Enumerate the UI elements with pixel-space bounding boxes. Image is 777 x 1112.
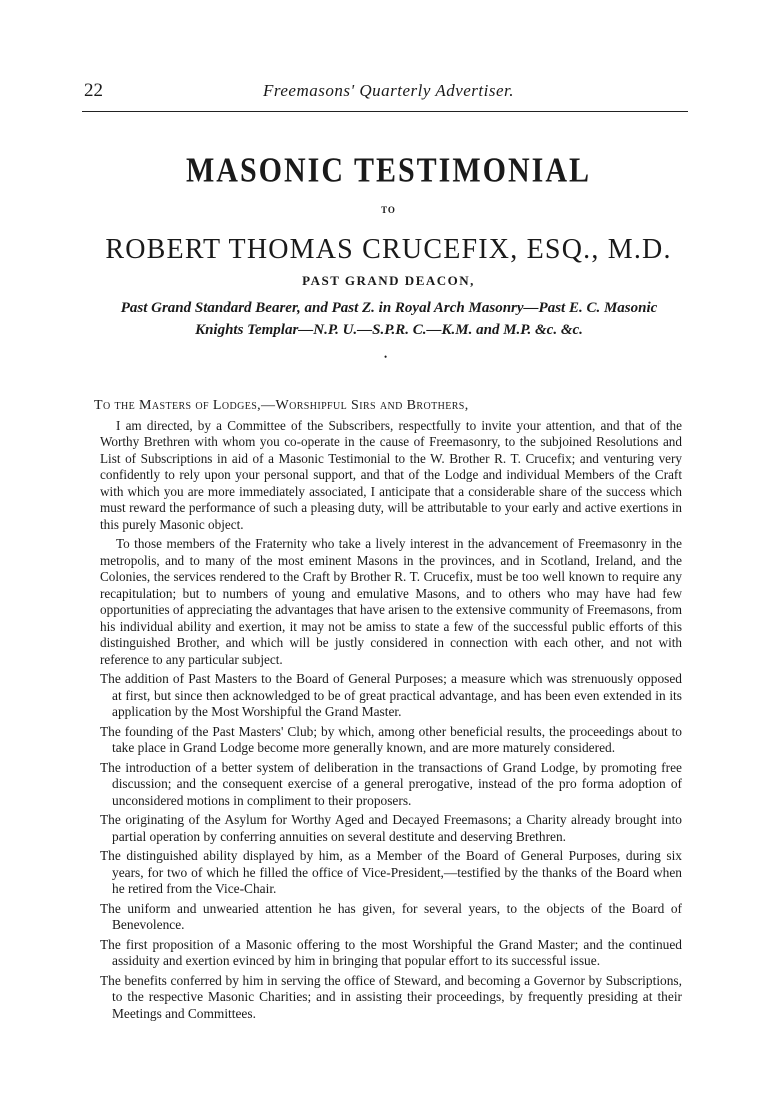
salutation: To the Masters of Lodges,—Worshipful Sirs and Brothers, [94, 398, 469, 413]
list-item: The addition of Past Masters to the Board of General Purposes; a measure which was strenuously opposed at first, but since then acknowledged to be of great practical advantage, and has been even extended in its application by the Most Worshipful the Grand Master. [100, 671, 682, 719]
recipient-rank: PAST GRAND DEACON, [302, 273, 475, 288]
list-item: The benefits conferred by him in serving the office of Steward, and becoming a Governor by Subscriptions, to the respective Masonic Charities; and in assisting their proceedings, by frequently presiding at their Meetings and Committees. [100, 972, 682, 1021]
page-number: 22 [84, 80, 103, 101]
honours-line-2: Knights Templar—N.P. U.—S.P.R. C.—K.M. and M.P. &c. &c. [195, 322, 583, 338]
paragraph: To those members of the Fraternity who take a lively interest in the advancement of Freemasonry in the metropolis, and to many of the most eminent Masons in the provinces, and in Scotland, Ireland, and the Colonies, the services rendered to the Craft by Brother R. T. Crucefix, must be too well known to require any recapitulation; but to numbers of young and emulative Masons, and to others who may have had few opportunities of appreciating the advantages that have arisen to the extensive community of Freemasons, from his individual ability and exertion, it may not be amiss to state a few of the successful public efforts of this distinguished Brother, and which will be justly considered in connection with each other, and not with reference to any particular subject. [100, 536, 682, 667]
ornament-mark: • [384, 352, 388, 362]
journal-title: Freemasons' Quarterly Advertiser. [262, 81, 515, 100]
recipient-name: ROBERT THOMAS CRUCEFIX, ESQ., M.D. [105, 234, 672, 265]
list-item: The introduction of a better system of deliberation in the transactions of Grand Lodge, by promoting free discussion; and the consequent exercise of a general prerogative, instead of the pro forma adoption of unconsidered motions in compliment to their proposers. [100, 759, 682, 808]
list-item: The founding of the Past Masters' Club; by which, among other beneficial results, the proceedings about to take place in Grand Lodge become more generally known, and are more maturely considered. [100, 723, 682, 755]
paragraph: I am directed, by a Committee of the Subscribers, respectfully to invite your attention, and that of the Worthy Brethren with whom you co-operate in the cause of Freemasonry, to the subjoined Resolutions and List of Subscriptions in aid of a Masonic Testimonial to the W. Brother R. T. Crucefix; and venturing very confidently to rely upon your personal support, and that of the Lodge and individual Members of the Craft with which you are more immediately associated, I anticipate that a considerable share of the success which must reward the performance of such a pleasing duty, will be attributable to your early and active exertions in this purely Masonic object. [100, 417, 682, 532]
list-item: The distinguished ability displayed by him, as a Member of the Board of General Purposes, during six years, for two of which he filled the office of Vice-President,—testified by the thanks of the Board when he retired from the Vice-Chair. [100, 848, 682, 896]
title-to: TO [381, 205, 396, 215]
list-item: The originating of the Asylum for Worthy Aged and Decayed Freemasons; a Charity already brought into partial operation by conferring annuities on several destitute and deserving Brethren. [100, 812, 682, 844]
list-item: The uniform and unwearied attention he has given, for several years, to the objects of the Board of Benevolence. [100, 900, 682, 932]
list-item: The first proposition of a Masonic offering to the most Worshipful the Grand Master; and the continued assiduity and exertion evinced by him in bringing that popular effort to its successful issue. [100, 936, 682, 968]
recipient-honours [100, 297, 678, 341]
header-rule [82, 111, 688, 112]
letter-body [94, 398, 682, 1022]
running-head [0, 80, 777, 104]
honours-line-1: Past Grand Standard Bearer, and Past Z. in Royal Arch Masonry—Past E. C. Masonic [120, 300, 658, 316]
testimonial-title: MASONIC TESTIMONIAL [185, 151, 592, 190]
